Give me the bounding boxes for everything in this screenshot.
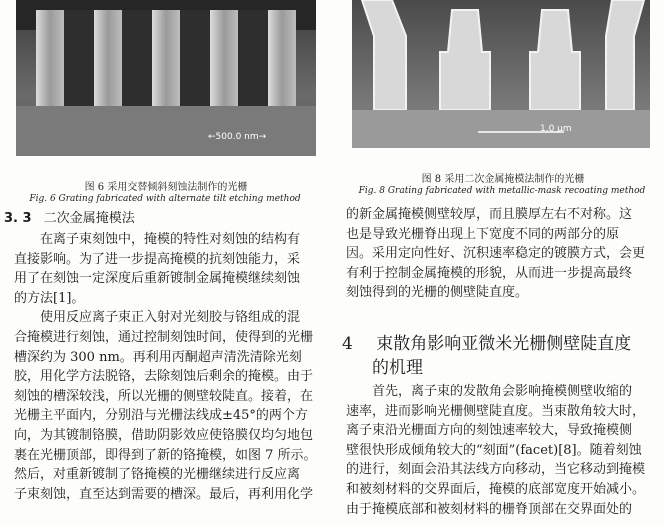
text-line: 然后，对重新镀制了铬掩模的光栅继续进行反应离	[14, 467, 301, 483]
section-number: 3. 3	[4, 211, 32, 226]
text-line: 离子束沿光栅面方向的刻蚀速率较大，导致掩模侧	[346, 423, 633, 439]
section-4-title-2: 的机理	[372, 358, 423, 378]
figure-6-caption-zh: 图 6 采用交替倾斜刻蚀法制作的光栅	[84, 182, 248, 193]
figure-8-caption-en: Fig. 8 Grating fabricated with metallic-mask recoating method	[358, 186, 646, 196]
text-line: 光栅主平面内，分别沿与光栅法线成±45°的两个方	[14, 408, 308, 424]
figure-8-sem-image	[352, 0, 650, 148]
figure-8-scale-bar: 1.0 μm	[540, 124, 572, 134]
figure-8-caption-zh: 图 8 采用二次金属掩模法制作的光栅	[421, 174, 585, 185]
text-line: 和被刻材料的交界面后，掩模的底部宽度开始减小。	[346, 482, 646, 497]
figure-6-scale-bar: ←500.0 nm→	[208, 132, 267, 142]
section-title: 二次金属掩模法	[43, 211, 135, 226]
text-line: 裹在光栅顶部，即得到了新的铬掩模，如图 7 所示。	[14, 447, 317, 463]
text-line: 的新金属掩模侧壁较厚，而且膜厚左右不对称。这	[346, 207, 633, 222]
text-line: 子束刻蚀，直至达到需要的槽深。最后，再利用化学	[14, 486, 314, 502]
figure-6-sem-image	[16, 0, 316, 156]
text-line: 使用反应离子束正入射对光刻胶与铬组成的混	[40, 310, 301, 326]
text-line: 槽深约为 300 nm。再利用丙酮超声清洗清除光刻	[14, 349, 302, 365]
text-line: 也是导致光栅脊出现上下宽度不同的两部分的原	[346, 226, 620, 242]
text-line: 有利于控制金属掩模的形貌，从而进一步提高最终	[346, 265, 633, 281]
text-line: 刻蚀的槽深较浅，所以光栅的侧壁较陡直。接着，在	[14, 388, 314, 404]
section-3-3-heading	[4, 211, 135, 227]
text-line: 合掩模进行刻蚀，通过控制刻蚀时间，使得到的光栅	[14, 330, 314, 345]
text-line: 胶，用化学方法脱铬，去除刻蚀后剩余的掩模。由于	[14, 369, 314, 385]
text-line: 直接影响。为了进一步提高掩模的抗刻蚀能力，采	[14, 251, 301, 267]
text-line: 壁很快形成倾角较大的“刻面”(facet)[8]。随着刻蚀	[346, 442, 642, 458]
text-line: 的方法[1]。	[14, 290, 85, 306]
text-line: 的进行，刻面会沿其法线方向移动，当它移动到掩模	[346, 462, 646, 478]
text-line: 速率，进而影响光栅侧壁陡直度。当束散角较大时，	[346, 403, 646, 419]
text-line: 用了在刻蚀一定深度后重新镀制金属掩模继续刻蚀	[14, 271, 301, 287]
section-4-title-1: 束散角影响亚微米光栅侧壁陡直度	[376, 334, 632, 354]
figure-6-caption-en: Fig. 6 Grating fabricated with alternate tilt etching method	[29, 194, 301, 204]
text-line: 向，为其镀制铬膜，借助阴影效应使铬膜仅均匀地包	[14, 428, 314, 443]
text-line: 首先，离子束的发散角会影响掩模侧壁收缩的	[372, 384, 633, 399]
text-line: 刻蚀得到的光栅的侧壁陡直度。	[346, 285, 529, 301]
text-line: 由于掩模底部和被刻材料的栅脊顶部在交界面处的	[346, 501, 633, 517]
text-line: 在离子束刻蚀中，掩模的特性对刻蚀的结构有	[40, 232, 301, 247]
text-line: 因。采用定向性好、沉积速率稳定的镀膜方式，会更	[346, 246, 646, 262]
section-4-heading-line-2	[372, 357, 423, 379]
section-4-heading-line-1	[342, 333, 631, 355]
section-4-number: 4	[342, 334, 353, 354]
